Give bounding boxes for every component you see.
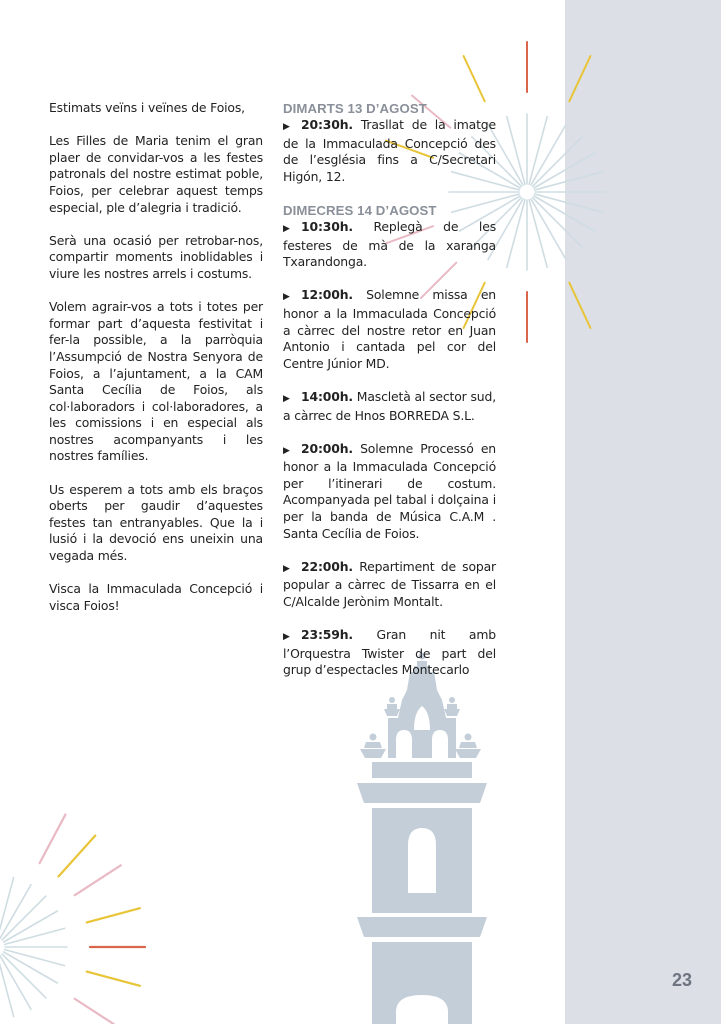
letter-paragraph: Serà una ocasió per retrobar-nos, compartir moments inoblidables i viure les nostres arrels i costums. — [49, 232, 263, 281]
firework-ray — [40, 815, 66, 864]
firework-ray — [0, 957, 14, 1017]
event-description: Repartiment de sopar popular a càrrec de Tissarra en el C/Alcalde Jerònim Montalt. — [283, 558, 497, 610]
firework-bottom-left-icon — [0, 815, 145, 1024]
letter-paragraph: Volem agrair-vos a tots i totes per formar part d’aquesta festivitat i fer-la possible, a la parròquia l’Assumpció de Nostra Senyora de Foios, a l’ajuntament, a la CAM Santa Cecília de Foios, als col·laboradors i col·laboradores, a les comissions i en especial als nostres acompanyants i les nostres famílies. — [49, 299, 263, 464]
event-description: Mascletà al sector sud, a càrrec de Hnos BORREDA S.L. — [283, 388, 496, 423]
event-time: 20:00h. — [301, 440, 353, 456]
firework-ray — [2, 896, 46, 940]
event-time: 12:00h. — [301, 287, 353, 303]
firework-ray — [87, 972, 140, 986]
letter-paragraph: Visca la Immaculada Concepció i visca Foios! — [49, 581, 263, 613]
firework-ray — [87, 908, 140, 922]
firework-ray — [75, 865, 121, 895]
bullet-triangle-icon: ▶ — [283, 122, 290, 132]
event-time: 14:00h. — [301, 388, 353, 404]
letter-paragraph: Les Filles de Maria tenim el gran plaer de convidar-vos a les festes patronals del nostre estimat poble, Foios, per celebrar aquest temps especial, ple d’alegria i tradició. — [49, 133, 263, 215]
firework-ray — [75, 999, 121, 1024]
schedule-column — [283, 100, 496, 696]
day-title: DIMECRES 14 D’AGOST — [283, 202, 437, 218]
schedule-day — [283, 202, 496, 679]
schedule-event — [283, 389, 496, 424]
event-time: 22:00h. — [301, 558, 353, 574]
event-description: Gran nit amb l’Orquestra Twister de part del grup d’espectacles Montecarlo — [283, 627, 496, 678]
firework-ray — [569, 283, 590, 328]
letter-greeting: Estimats veïns i veïnes de Foios, — [49, 100, 245, 115]
schedule-event — [283, 219, 496, 271]
firework-ray — [0, 877, 14, 937]
firework-ray — [569, 56, 590, 101]
event-time: 23:59h. — [301, 627, 353, 643]
bullet-triangle-icon: ▶ — [283, 563, 290, 574]
firework-ray — [464, 56, 485, 101]
event-description: Solemne Processó en honor a la Immaculada Concepció per l’itinerari de costum. Acompanyada pel tabal i dolçaina i per la banda de Música C.A.M . Santa Cecília de Foios. — [283, 440, 496, 541]
event-description: Replegà de les festeres de mà de la xaranga Txarandonga. — [283, 218, 496, 270]
bullet-triangle-icon: ▶ — [283, 445, 290, 456]
firework-ray — [59, 836, 96, 877]
schedule-day — [283, 100, 496, 185]
day-title: DIMARTS 13 D’AGOST — [283, 101, 427, 116]
bullet-triangle-icon: ▶ — [283, 632, 290, 643]
bullet-triangle-icon: ▶ — [283, 223, 290, 234]
letter-column — [49, 100, 263, 631]
bullet-triangle-icon: ▶ — [283, 292, 290, 303]
event-time: 10:30h. — [301, 218, 353, 234]
schedule-event — [283, 627, 496, 679]
page-number: 23 — [672, 970, 693, 990]
firework-ray — [2, 954, 46, 998]
event-time: 20:30h. — [301, 117, 353, 132]
schedule-event — [283, 287, 496, 372]
letter-paragraph: Us esperem a tots amb els braços oberts per gaudir d’aquestes festes tan entranyables. Que la i lusió i la devoció ens uneixin una vegada més. — [49, 481, 263, 564]
bell-tower-icon — [357, 653, 487, 1024]
schedule-event — [283, 117, 496, 185]
schedule-event — [283, 441, 496, 543]
schedule-event — [283, 559, 496, 611]
event-description: Trasllat de la imatge de la Immaculada Concepció des de l’església fins a C/Secretari Higón, 12. — [283, 117, 496, 184]
bullet-triangle-icon: ▶ — [283, 393, 290, 404]
event-description: Solemne missa en honor a la Immaculada Concepció a càrrec del nostre retor en Juan Antonio i cantada pel cor del Centre Júnior MD. — [283, 287, 497, 371]
